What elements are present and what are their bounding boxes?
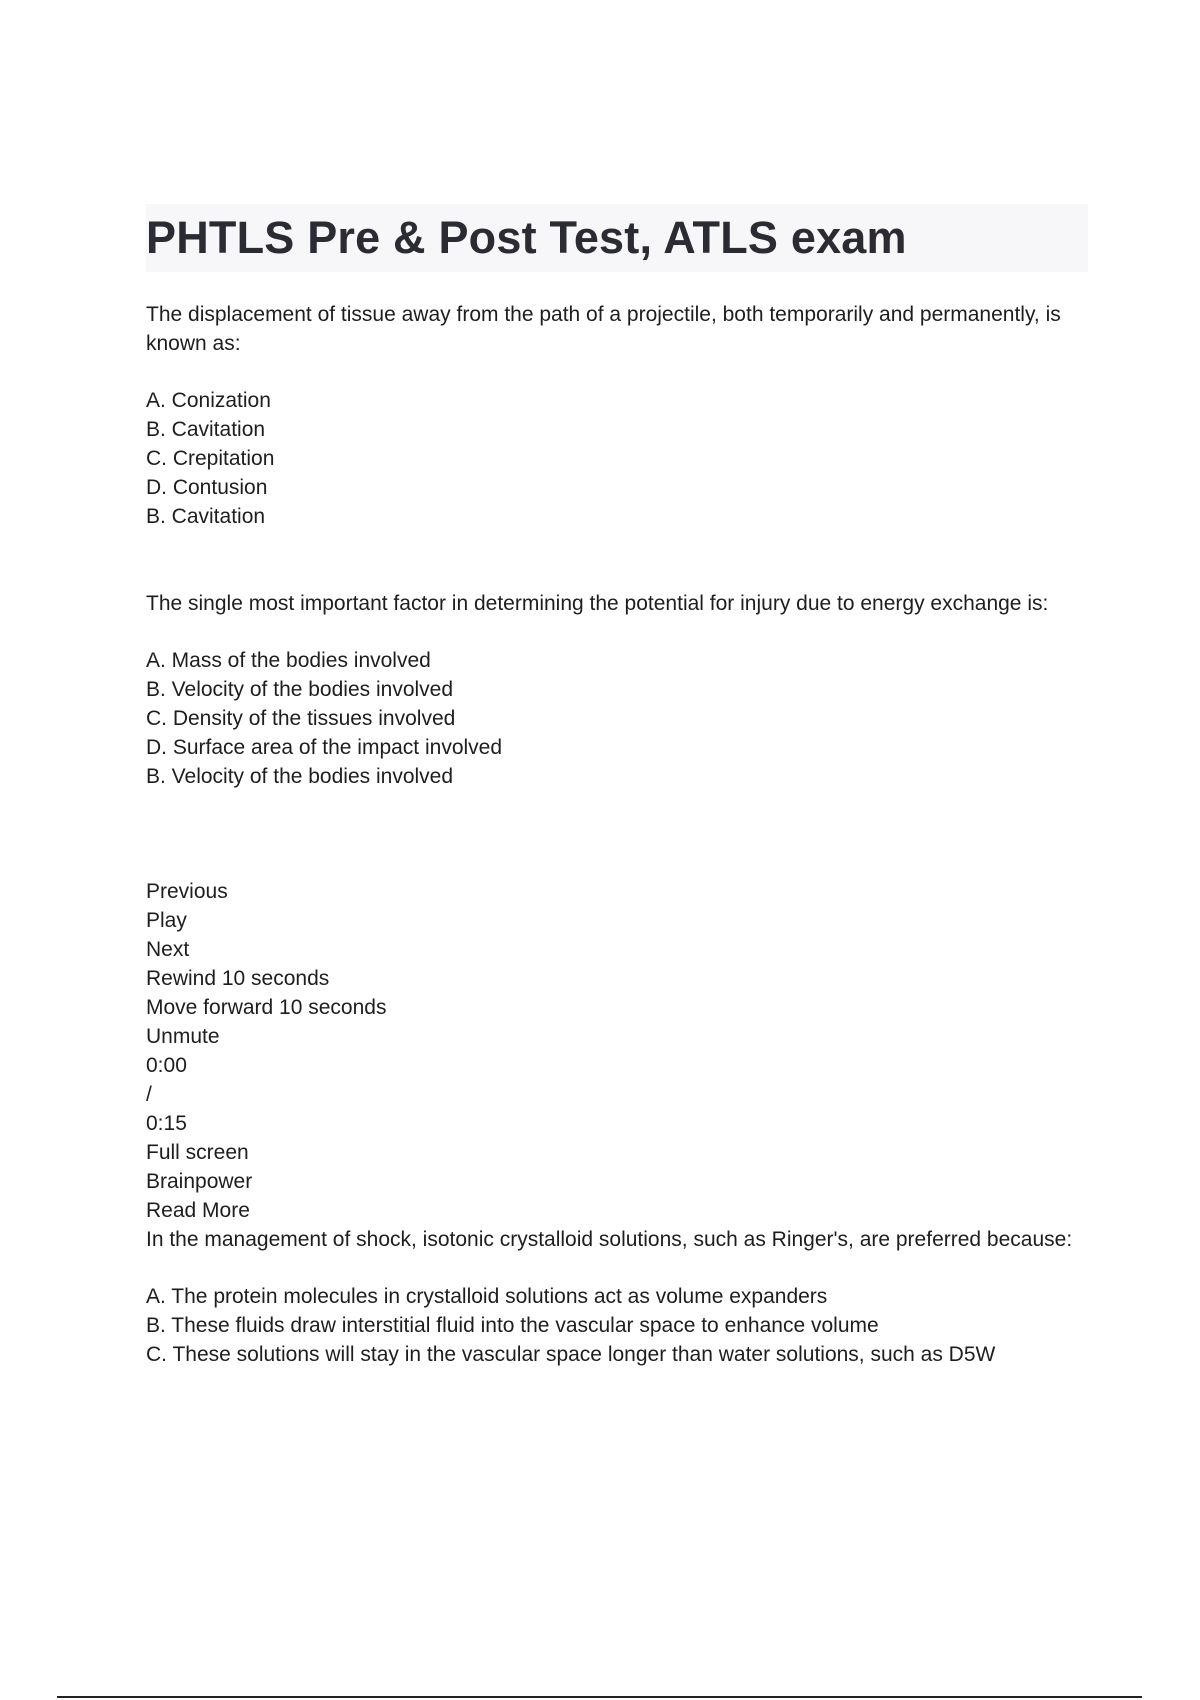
page-title: PHTLS Pre & Post Test, ATLS exam bbox=[146, 212, 907, 263]
option-item: C. Density of the tissues involved bbox=[146, 707, 456, 730]
option-item: D. Surface area of the impact involved bbox=[146, 736, 503, 759]
rewind-button[interactable]: Rewind 10 seconds bbox=[146, 967, 330, 990]
question-text: The single most important factor in determining the potential for injury due to energy exchange is: bbox=[146, 592, 1049, 615]
duration: 0:15 bbox=[146, 1112, 187, 1135]
option-item: B. These fluids draw interstitial fluid into the vascular space to enhance volume bbox=[146, 1314, 879, 1337]
previous-button[interactable]: Previous bbox=[146, 880, 228, 903]
question-text: The displacement of tissue away from the path of a projectile, both temporarily and permanently, is known as: bbox=[146, 303, 1061, 355]
fullscreen-button[interactable]: Full screen bbox=[146, 1141, 249, 1164]
option-list bbox=[146, 386, 1088, 531]
option-item: B. Cavitation bbox=[146, 418, 266, 441]
document-page bbox=[146, 204, 1088, 1369]
option-item: C. These solutions will stay in the vascular space longer than water solutions, such as D5W bbox=[146, 1343, 996, 1366]
option-item: D. Contusion bbox=[146, 476, 268, 499]
read-more-link[interactable]: Read More bbox=[146, 1199, 250, 1222]
next-button[interactable]: Next bbox=[146, 938, 190, 961]
brand-label[interactable]: Brainpower bbox=[146, 1170, 253, 1193]
option-list bbox=[146, 1282, 1088, 1369]
play-button[interactable]: Play bbox=[146, 909, 187, 932]
option-item: A. The protein molecules in crystalloid solutions act as volume expanders bbox=[146, 1285, 828, 1308]
option-item: A. Conization bbox=[146, 389, 271, 412]
unmute-button[interactable]: Unmute bbox=[146, 1025, 220, 1048]
video-player-text bbox=[146, 877, 1088, 1225]
option-list bbox=[146, 646, 1088, 791]
question-block-2 bbox=[146, 589, 1088, 791]
question-block-3 bbox=[146, 1225, 1088, 1369]
answer-text: B. Cavitation bbox=[146, 505, 266, 528]
option-item: C. Crepitation bbox=[146, 447, 275, 470]
answer-text: B. Velocity of the bodies involved bbox=[146, 765, 454, 788]
title-banner bbox=[146, 204, 1088, 272]
time-separator: / bbox=[146, 1083, 152, 1106]
page-bottom-divider bbox=[57, 1696, 1142, 1698]
question-block-1 bbox=[146, 300, 1088, 531]
current-time: 0:00 bbox=[146, 1054, 187, 1077]
question-text: In the management of shock, isotonic crystalloid solutions, such as Ringer's, are preferred because: bbox=[146, 1228, 1073, 1251]
option-item: A. Mass of the bodies involved bbox=[146, 649, 431, 672]
option-item: B. Velocity of the bodies involved bbox=[146, 678, 454, 701]
forward-button[interactable]: Move forward 10 seconds bbox=[146, 996, 387, 1019]
